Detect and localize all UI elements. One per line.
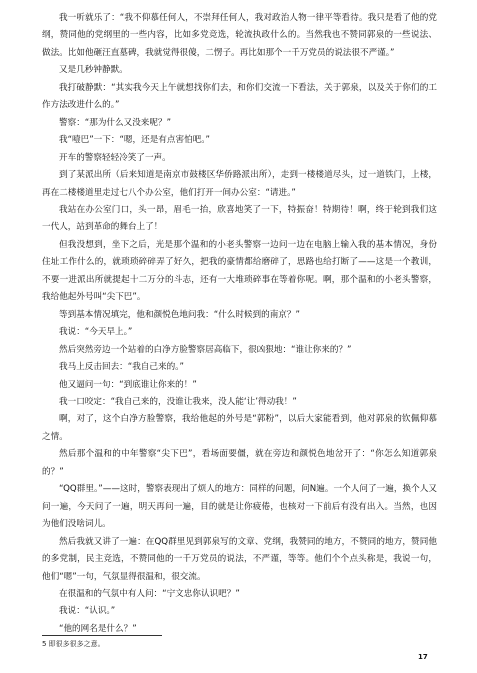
paragraph: “QQ群里。”——这时，警察表现出了烦人的地方：同样的问题，问N遍。一个人问了一遍，换个人又问一遍，今天问了一遍，明天再问一遍，目的就是让你疲倦，也核对一下前后有没有出入。当然，也因为他们没啥词儿。: [42, 484, 437, 530]
paragraph: 他又逼问一句：“到底谁让你来的！”: [59, 379, 197, 390]
paragraph: 警察：“那为什么又没来呢？”: [59, 117, 172, 128]
footnote-divider: [42, 635, 162, 636]
paragraph: 到了某派出所（后来知道是南京市鼓楼区华侨路派出所），走到一楼楼道尽头，过一道铁门，上楼，再在二楼楼道里走过七八个办公室，他们打开一间办公室：“请进。”: [42, 170, 437, 198]
paragraph: 等到基本情况填完，他和颜悦色地问我：“什么时候到的南京？”: [59, 309, 300, 320]
paragraph: 在很温和的气氛中有人问：“宁文忠你认识吧？”: [59, 588, 240, 599]
page-number: 17: [418, 653, 428, 661]
paragraph: 然后突然旁边一个站着的白净方脸警察居高临下，很凶狠地：“谁让你来的？”: [59, 344, 352, 355]
paragraph: 开车的警察轻轻冷笑了一声。: [59, 152, 171, 163]
paragraph: 我打破静默：“其实我今天上午就想找你们去，和你们交流一下看法，关于郭泉，以及关于你们的工作方法改进什么的。”: [42, 82, 437, 111]
paragraph: 我说：“今天早上。”: [59, 327, 133, 338]
paragraph: 然后那个温和的中年警察“尖下巴”，看场面要僵，就在旁边和颜悦色地岔开了：“你怎么知道郭泉的？”: [42, 449, 437, 477]
paragraph: 我马上反击回去：“我自己来的。”: [59, 362, 184, 373]
paragraph: 我“噎巴”一下：“嗯，还是有点害怕吧。”: [59, 135, 211, 146]
paragraph: “他的网名是什么？”: [59, 623, 137, 634]
paragraph: 我一听就乐了：“我不仰慕任何人，不崇拜任何人，我对政治人物一律平等看待。我只是看了他的党纲，赞同他的党纲里的一些内容，比如多党竞选，轮流执政什么的。当然我也不赞同郭泉的一些说法、做法。比如他砸汪直墓碑，我就觉得很傻，二愣子。再比如那个一千万党员的说法很不严谨。”: [42, 13, 437, 58]
paragraph: 然后我就又讲了一遍：在QQ群里见到郭泉写的文章、党纲，我赞同的地方，不赞同的地方，赞同他的多党制，民主竞选，不赞同他的一千万党员的说法，不严谨，等等。他们个个点头称是，我说一句，他们“嗯”一句，气氛显得很温和，很交流。: [42, 536, 437, 582]
paragraph: 我说：“认识。”: [59, 606, 116, 617]
paragraph: 啊，对了，这个白净方脸警察，我给他起的外号是“郭粉”，以后大家能看到，他对郭泉的钦佩仰慕之情。: [42, 414, 437, 442]
paragraph: 我一口咬定：“我自己来的，没谁让我来，没人能‘让’得动我！”: [59, 396, 297, 407]
body-text: [42, 10, 437, 638]
paragraph: 我站在办公室门口，头一昂，眉毛一抬，欣喜地笑了一下，特振奋！特期待！啊，终于轮到我们这一代人，站到革命的舞台上了！: [42, 204, 437, 233]
paragraph: 但我没想到，坐下之后，光是那个温和的小老头警察一边问一边在电脑上输入我的基本情况，身份住址工作什么的，就琐琐碎碎弄了好久，把我的豪情都给磨碎了，思路也给打断了——这是一个教训，不要一进派出所就提起十二万分的斗志，还有一大堆琐碎事在等着你呢。啊，那个温和的小老头警察，我给他起外号叫“尖下巴”。: [42, 239, 437, 303]
footnote: 5 即很多很多之意。: [42, 640, 105, 648]
paragraph: 又是几秒钟静默。: [59, 65, 128, 76]
